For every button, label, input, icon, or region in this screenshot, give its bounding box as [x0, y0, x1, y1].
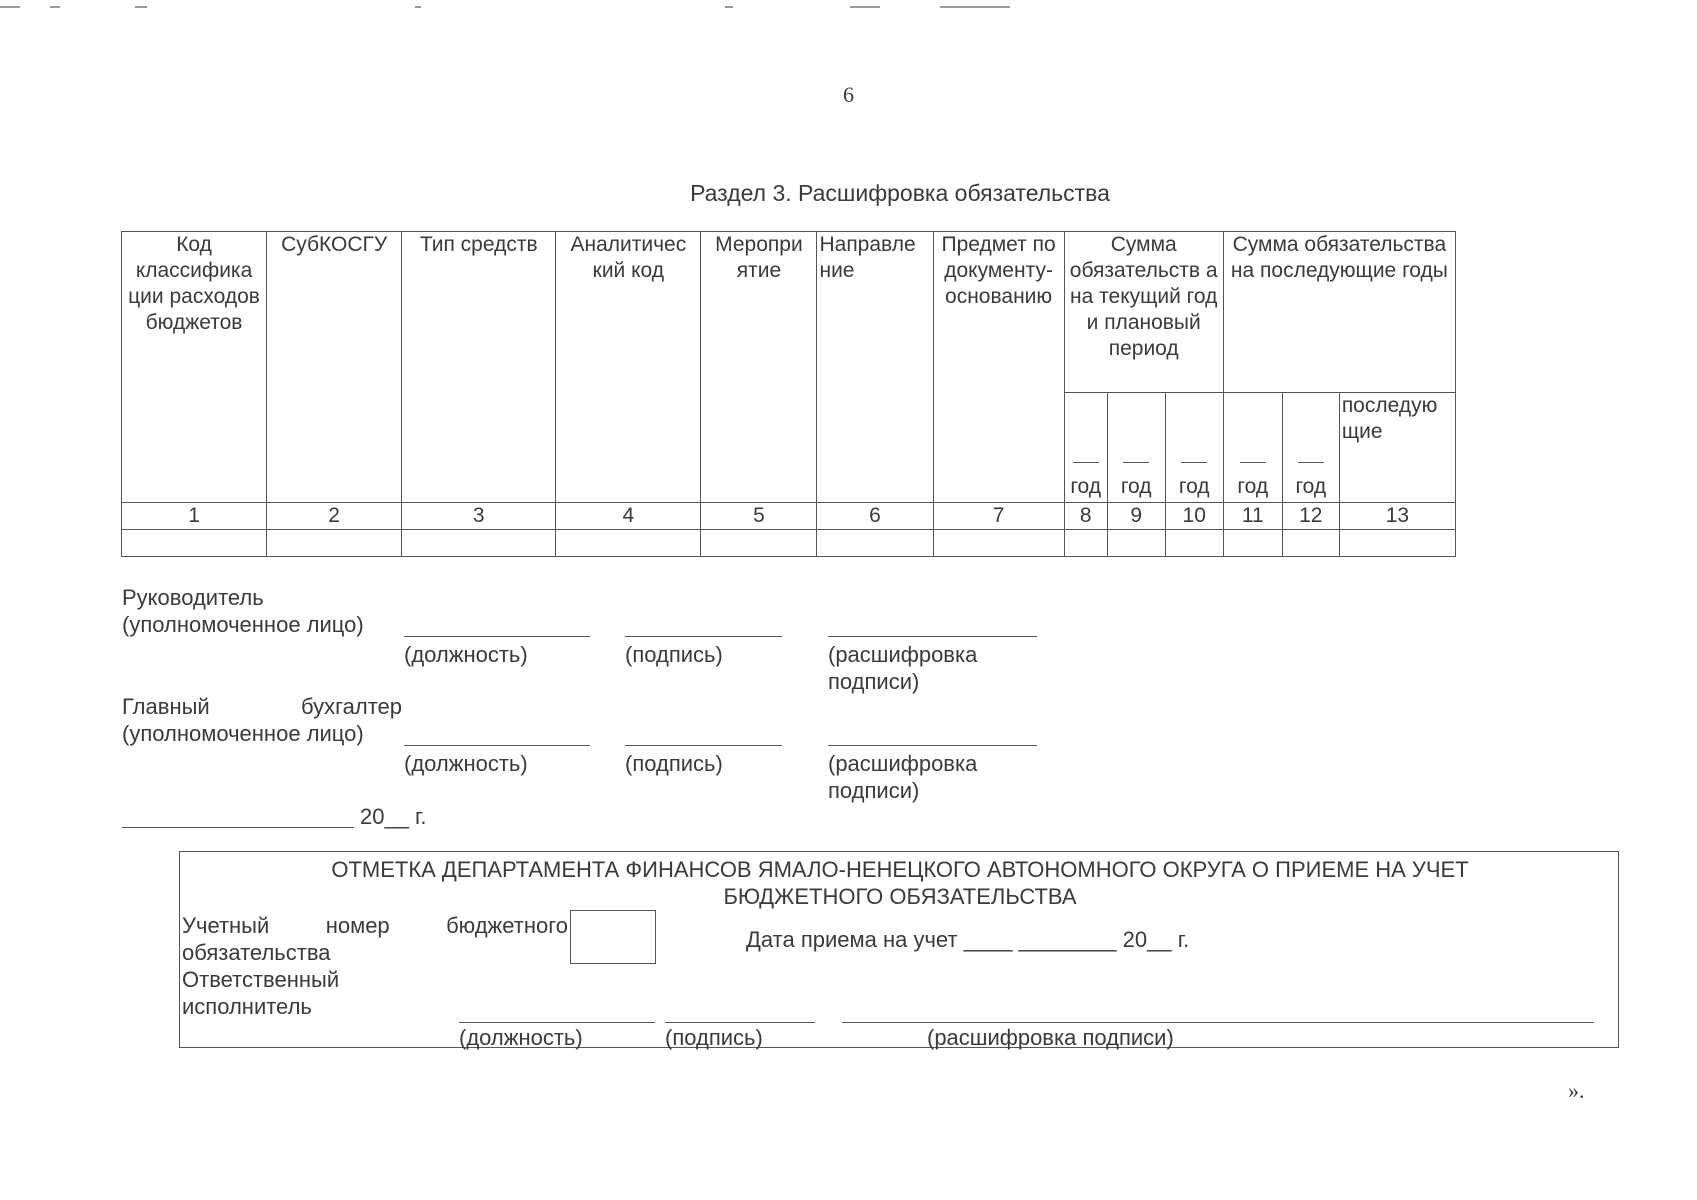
chief-label-word2: бухгалтер: [300, 694, 402, 719]
executor-position-line[interactable]: [459, 1022, 655, 1023]
year-blank: [1240, 448, 1266, 463]
account-label-word: бюджетного: [446, 913, 568, 938]
column-number: 12: [1282, 503, 1339, 530]
chief-label-line1: [122, 693, 402, 720]
head-position-caption: (должность): [404, 642, 528, 667]
year-blank: [1298, 448, 1324, 463]
table-header-row: [122, 232, 1456, 393]
decoding-caption-line2: подписи): [828, 669, 920, 694]
table-cell[interactable]: [1165, 530, 1223, 557]
executor-label-line2: исполнитель: [182, 994, 312, 1019]
header-current-period-sum: Сумма обязательств а на текущий год и плановый период: [1064, 232, 1223, 393]
head-label: [122, 584, 364, 638]
page-number: 6: [843, 82, 854, 107]
year-label: год: [1070, 475, 1101, 498]
department-title-line1: ОТМЕТКА ДЕПАРТАМЕНТА ФИНАНСОВ ЯМАЛО-НЕНЕЦКОГО АВТОНОМНОГО ОКРУГА О ПРИЕМЕ НА УЧЕТ: [331, 857, 1469, 882]
year-label: год: [1237, 475, 1269, 498]
date-suffix: 20__ г.: [360, 804, 427, 829]
scan-artifact: [940, 6, 1010, 8]
year-blank: [1073, 448, 1099, 463]
table-cell[interactable]: [122, 530, 267, 557]
head-position-line[interactable]: [404, 636, 590, 637]
column-number: 6: [817, 503, 933, 530]
scan-artifact: [725, 6, 733, 8]
department-acceptance-box: [179, 851, 1619, 1048]
header-budget-classification-code: Код классифика ции расходов бюджетов: [122, 232, 267, 503]
year-blank: [1181, 448, 1207, 463]
chief-accountant-label: [122, 693, 404, 747]
column-number-row: [122, 503, 1456, 530]
head-decoding-line[interactable]: [828, 636, 1037, 637]
column-number: 4: [556, 503, 701, 530]
column-number: 5: [701, 503, 817, 530]
executor-position-caption: (должность): [459, 1025, 583, 1050]
account-number-box[interactable]: [570, 910, 656, 964]
account-label-line2: обязательства: [182, 940, 331, 965]
year-col-12: [1282, 393, 1339, 503]
head-label-line2: (уполномоченное лицо): [122, 612, 364, 637]
decoding-caption-line2: подписи): [828, 778, 920, 803]
table-cell[interactable]: [402, 530, 556, 557]
table-cell[interactable]: [817, 530, 933, 557]
year-col-9: [1107, 393, 1165, 503]
head-signature-line[interactable]: [625, 636, 782, 637]
year-col-11: [1223, 393, 1282, 503]
table-cell[interactable]: [701, 530, 817, 557]
head-decoding-caption: [828, 641, 977, 695]
year-label: год: [1178, 475, 1210, 498]
acceptance-date-label: Дата приема на учет ____ ________ 20__ г.: [746, 927, 1190, 952]
year-label: год: [1295, 475, 1327, 498]
account-label-line1: [182, 912, 568, 939]
column-number: 9: [1107, 503, 1165, 530]
account-label-word: номер: [325, 913, 390, 938]
table-empty-row: [122, 530, 1456, 557]
scan-artifact: [0, 6, 20, 8]
header-analytic-code: Аналитичес кий код: [556, 232, 701, 503]
table-cell[interactable]: [1339, 530, 1455, 557]
chief-label-word1: Главный: [122, 694, 210, 719]
head-signature-caption: (подпись): [625, 642, 723, 667]
column-number: 1: [122, 503, 267, 530]
executor-decoding-line[interactable]: [842, 1022, 1594, 1023]
department-title: [180, 856, 1620, 910]
header-subject: Предмет по документу-основанию: [933, 232, 1064, 503]
scan-artifact: [850, 6, 880, 8]
chief-position-line[interactable]: [404, 745, 590, 746]
department-title-line2: БЮДЖЕТНОГО ОБЯЗАТЕЛЬСТВА: [723, 884, 1077, 909]
year-blank: [1123, 448, 1149, 463]
table-cell[interactable]: [1064, 530, 1107, 557]
column-number: 10: [1165, 503, 1223, 530]
header-funds-type: Тип средств: [402, 232, 556, 503]
account-number-label: [182, 912, 570, 966]
column-number: 7: [933, 503, 1064, 530]
executor-signature-caption: (подпись): [665, 1025, 763, 1050]
executor-decoding-caption: (расшифровка подписи): [927, 1025, 1174, 1050]
column-number: 2: [267, 503, 402, 530]
header-subsequent-years: последую щие: [1339, 393, 1455, 503]
table-cell[interactable]: [1282, 530, 1339, 557]
scan-artifact: [50, 6, 60, 8]
column-number: 13: [1339, 503, 1455, 530]
decoding-caption-line1: (расшифровка: [828, 642, 978, 667]
account-label-word: Учетный: [182, 913, 270, 938]
header-subkosgu: СубКОСГУ: [267, 232, 402, 503]
year-col-8: [1064, 393, 1107, 503]
header-future-years-sum: Сумма обязательства на последующие годы: [1223, 232, 1455, 393]
chief-label-line2: (уполномоченное лицо): [122, 721, 364, 746]
scan-artifact: [135, 6, 147, 8]
column-number: 3: [402, 503, 556, 530]
column-number: 8: [1064, 503, 1107, 530]
column-number: 11: [1223, 503, 1282, 530]
section-title: Раздел 3. Расшифровка обязательства: [690, 180, 1110, 206]
year-col-10: [1165, 393, 1223, 503]
table-cell[interactable]: [1107, 530, 1165, 557]
header-event: Меропри ятие: [701, 232, 817, 503]
chief-position-caption: (должность): [404, 751, 528, 776]
table-cell[interactable]: [1223, 530, 1282, 557]
chief-signature-line[interactable]: [625, 745, 782, 746]
decoding-caption-line1: (расшифровка: [828, 751, 978, 776]
closing-quote-mark: ».: [1568, 1078, 1585, 1103]
executor-signature-line[interactable]: [665, 1022, 815, 1023]
head-label-line1: Руководитель: [122, 585, 264, 610]
executor-label: [182, 966, 339, 1020]
chief-decoding-line[interactable]: [828, 745, 1037, 746]
year-label: год: [1120, 475, 1152, 498]
scan-artifact: [415, 6, 421, 8]
date-line[interactable]: [122, 827, 354, 828]
table-cell[interactable]: [267, 530, 402, 557]
table-cell[interactable]: [556, 530, 701, 557]
header-direction: Направле ние: [817, 232, 933, 503]
table-cell[interactable]: [933, 530, 1064, 557]
executor-label-line1: Ответственный: [182, 967, 340, 992]
obligation-table: [121, 231, 1456, 557]
chief-signature-caption: (подпись): [625, 751, 723, 776]
chief-decoding-caption: [828, 750, 977, 804]
